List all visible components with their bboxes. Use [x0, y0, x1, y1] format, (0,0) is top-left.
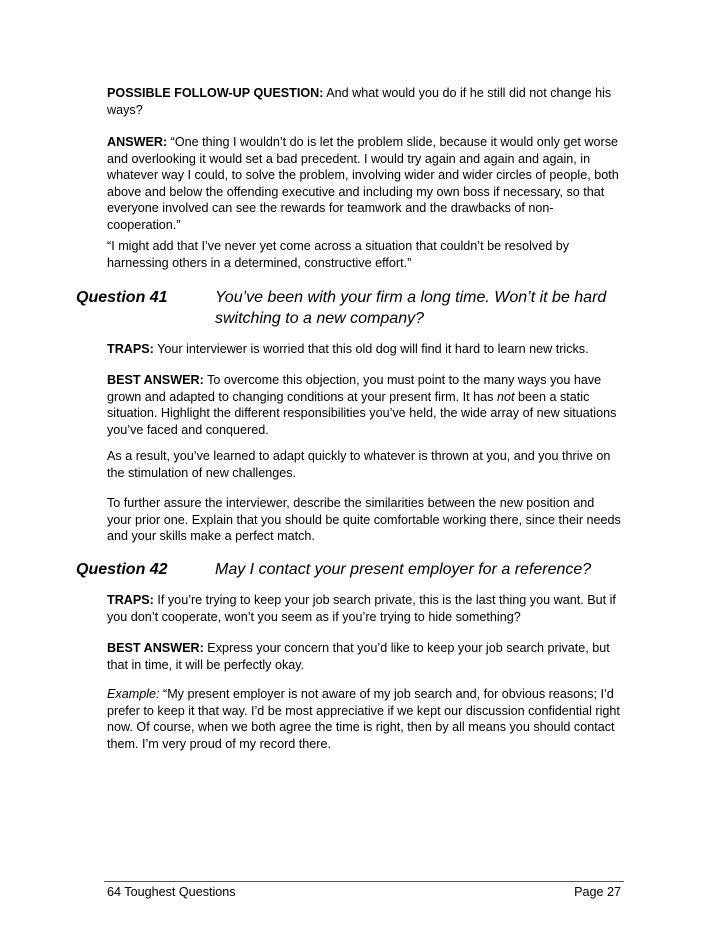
- q42-traps-label: TRAPS:: [107, 593, 154, 607]
- q42-example-text: “My present employer is not aware of my job search and, for obvious reasons; I’d prefer to keep it that way. I’d be most appreciative if we kept our discussion confidential right now. Of course, when we both agree the time is right, then by all means you should contact them. I’m very proud of my record there.: [107, 687, 620, 751]
- followup-text: And what would you do if he still did not change his ways?: [107, 86, 612, 117]
- q41-paragraph-3: To further assure the interviewer, describe the similarities between the new position and your prior one. Explain that you should be quite comfortable working there, since their needs and your skills make a perfect match.: [107, 496, 621, 544]
- answer-paragraph-2: “I might add that I’ve never yet come across a situation that couldn’t be resolved by harnessing others in a determined, constructive effort.”: [107, 239, 570, 270]
- q41-best-text-b: been a static situation. Highlight the different responsibilities you’ve held, the wide array of new situations you’ve faced and conquered.: [107, 389, 617, 437]
- followup-paragraph: [107, 85, 622, 118]
- answer-paragraph: [107, 134, 622, 234]
- q41-paragraph-2: As a result, you’ve learned to adapt quickly to whatever is thrown at you, and you thrive on the stimulation of new challenges.: [107, 449, 611, 480]
- question-42-number: Question 42: [76, 561, 168, 578]
- q41-best-text-a: To overcome this objection, you must point to the many ways you have grown and adapted to changing conditions at your present firm. It has: [107, 373, 602, 404]
- footer-book-title: 64 Toughest Questions: [107, 885, 236, 899]
- q41-traps-label: TRAPS:: [107, 342, 154, 356]
- question-41-number: Question 41: [76, 289, 168, 306]
- followup-label: POSSIBLE FOLLOW-UP QUESTION:: [107, 86, 324, 100]
- q41-traps-paragraph: [107, 341, 622, 358]
- q41-best-emphasis: not: [496, 389, 515, 404]
- footer-divider: [104, 881, 624, 882]
- question-41-text: You’ve been with your firm a long time. Won’t it be hard switching to a new company?: [215, 289, 607, 327]
- q42-traps-paragraph: [107, 592, 622, 625]
- q42-best-answer-paragraph: [107, 640, 622, 673]
- q42-example-paragraph: [107, 686, 622, 752]
- q41-best-answer-paragraph: [107, 372, 622, 438]
- q41-best-label: BEST ANSWER:: [107, 373, 204, 387]
- q42-best-text: Express your concern that you’d like to keep your job search private, but that in time, it will be perfectly okay.: [107, 641, 610, 672]
- answer-label: ANSWER:: [107, 135, 168, 149]
- footer-page-number: Page 27: [574, 885, 621, 899]
- answer-text: “One thing I wouldn’t do is let the problem slide, because it would only get worse and overlooking it would set a bad precedent. I would try again and again and again, in whatever way I could, to solve the problem, involving wider and wider circles of people, both above and below the offending executive and including my own boss if necessary, so that everyone involved can see the rewards for teamwork and the drawbacks of non-cooperation.”: [107, 135, 619, 232]
- q42-example-label: Example:: [107, 687, 160, 701]
- q41-traps-text: Your interviewer is worried that this old dog will find it hard to learn new tricks.: [157, 342, 589, 356]
- q42-best-label: BEST ANSWER:: [107, 641, 204, 655]
- question-42-text: May I contact your present employer for a reference?: [215, 561, 592, 578]
- q42-traps-text: If you’re trying to keep your job search private, this is the last thing you want. But if you don’t cooperate, won’t you seem as if you’re trying to hide something?: [107, 593, 616, 624]
